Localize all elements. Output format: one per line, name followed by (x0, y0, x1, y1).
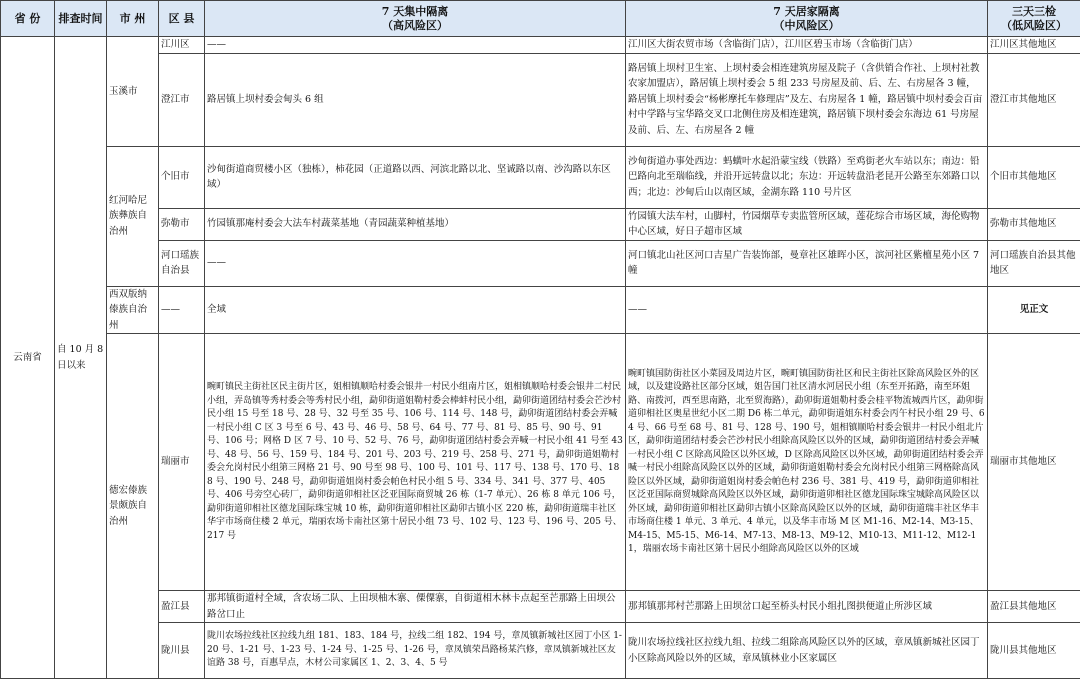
high-mile: 竹园镇那庵村委会大法车村蔬菜基地（青园蔬菜种植基地） (205, 208, 626, 240)
mid-longchuan: 陇川农场拉线社区拉线九组、拉线二组除高风险区以外的区域，章凤镇新城社区园丁小区除高风险以外的区域，章凤镇林业小区家属区 (626, 623, 988, 679)
county-gejiu: 个旧市 (159, 146, 205, 208)
low-ruili: 瑞丽市其他地区 (988, 334, 1080, 591)
province-cell: 云南省 (1, 37, 55, 679)
high-jiangchuan: —— (205, 37, 626, 54)
row-hekou (1, 240, 1080, 286)
low-mile: 弥勒市其他地区 (988, 208, 1080, 240)
mid-xishuangbanna: —— (626, 286, 988, 334)
header-province: 省 份 (1, 1, 55, 37)
county-yingjiang: 盈江县 (159, 591, 205, 623)
row-gejiu (1, 146, 1080, 208)
high-gejiu: 沙甸街道商贸楼小区（独栋），柿花园（正道路以西、河滨北路以北、坚诚路以南、沙沟路以东区域） (205, 146, 626, 208)
mid-gejiu: 沙甸街道办事处西边：蚂蟥叶水起沿蒙宝线（铁路）至鸡街老火车站以东；南边：铅巴路向北至瑞临线，并沿开远转盘以北；东边：开远转盘沿老昆开公路至东郊路口以西；北边：沙甸后山以南区域，金湖东路 110 号片区 (626, 146, 988, 208)
county-chengjiang: 澄江市 (159, 53, 205, 146)
header-mid-risk (626, 1, 988, 37)
mid-ruili: 畹町镇国防街社区小菜园及周边片区，畹町镇国防街社区和民主街社区除高风险区外的区域，以及建设路社区部分区域，姐告国门社区清水河居民小组（东至开拓路，南至环姐路、南拨河，西至思南路，北至贸海路），勐卯街道姐勒村委会桂平物流城西片区，勐卯街道卯相社区奥星世纪小区二期 D6 栋二单元，勐卯街道姐东村委会丙午村民小组 29 号、64 号、66 号至 68 号、81 号、128 号、190 号，姐相镇顺哈村委会银井一村民小组北片区，勐卯街道团结村委会芒沙村民小组除高风险区以外的区域，勐卯街道团结村委会弄喊一村民小组 C 区除高风险区以外区域，D 区除高风险区以外区域，勐卯街道团结村委会弄喊一村民小组除高风险区以外的区域，勐卯街道姐勒村委会允岗村民小组第三网格除高风险区以外区域，勐卯街道姐岗村委会帕色村 236 号、381 号、419 号，勐卯街道卯相社区泛亚国际商贸城除高风险区以外区域，勐卯街道卯相社区德龙国际珠宝城除高风险区以外区域，勐卯街道卯相社区勐卯古镇小区除高风险区以外的区域，勐卯街道瑞丰社区华丰市场商住楼 1 单元、3 单元、4 单元，以及华丰市场 M 区 M1-16、M2-14、M3-15、M4-15、M5-15、M6-14、M7-13、M8-13、M9-12、M10-13、M11-12、M12-11，瑞丽农场卡南社区第十居民小组除高风险区以外的区域 (626, 334, 988, 591)
row-ruili (1, 334, 1080, 591)
header-row (1, 1, 1080, 37)
county-mile: 弥勒市 (159, 208, 205, 240)
low-chengjiang: 澄江市其他地区 (988, 53, 1080, 146)
mid-hekou: 河口镇北山社区河口吉星广告装饰部，曼章社区雄晖小区，滨河社区紫檀星苑小区 7 幢 (626, 240, 988, 286)
county-jiangchuan: 江川区 (159, 37, 205, 54)
header-high-risk-line2: （高风险区） (207, 19, 623, 33)
header-high-risk (205, 1, 626, 37)
low-jiangchuan: 江川区其他地区 (988, 37, 1080, 54)
header-city: 市 州 (107, 1, 159, 37)
low-gejiu: 个旧市其他地区 (988, 146, 1080, 208)
row-chengjiang (1, 53, 1080, 146)
high-longchuan: 陇川农场拉线社区拉线九组 181、183、184 号，拉线二组 182、194 号，章凤镇新城社区园丁小区 1-20 号、1-21 号、1-23 号、1-24 号、1-25 号、1-26 号，章凤镇荣昌路杨某汽修，章凤镇新城社区友谊路 38 号，百惠早点，木材公司家属区 1、2、3、4、5 号 (205, 623, 626, 679)
county-longchuan: 陇川县 (159, 623, 205, 679)
low-yingjiang: 盈江县其他地区 (988, 591, 1080, 623)
header-time: 排查时间 (55, 1, 107, 37)
low-longchuan: 陇川县其他地区 (988, 623, 1080, 679)
header-low-risk-line1: 三天三检 (990, 5, 1078, 19)
mid-jiangchuan: 江川区大街农贸市场（含临街门店），江川区碧玉市场（含临街门店） (626, 37, 988, 54)
header-low-risk (988, 1, 1080, 37)
high-yingjiang: 那邦镇街道村全域，含农场二队、上田坝柚木寨、傈僳寨，自街道相木林卡点起至芒那路上田坝公路岔口止 (205, 591, 626, 623)
county-xishuangbanna: —— (159, 286, 205, 334)
mid-chengjiang: 路居镇上坝村卫生室、上坝村委会相连建筑房屋及院子（含供销合作社、上坝村社教农家加盟店），路居镇上坝村委会 5 组 233 号房屋及前、后、左、右房屋各 3 幢，路居镇上坝村委会“杨彬摩托车修理店”及左、右房屋各 1 幢，路居镇中坝村委会百亩村中学路与宝华路交叉口北侧住房及相连建筑，路居镇下坝村委会东海边 61 号房屋及前、后、左、右房屋各 2 幢 (626, 53, 988, 146)
row-xishuangbanna (1, 286, 1080, 334)
time-cell: 自 10 月 8 日以来 (55, 37, 107, 679)
header-county: 区 县 (159, 1, 205, 37)
high-chengjiang: 路居镇上坝村委会甸头 6 组 (205, 53, 626, 146)
city-yuxi: 玉溪市 (107, 37, 159, 147)
row-yingjiang (1, 591, 1080, 623)
high-ruili: 畹町镇民主街社区民主街片区，姐相镇顺哈村委会银井一村民小组南片区，姐相镇顺哈村委会银井二村民小组，弄岛镇等秀村委会等秀村民小组，勐卯街道姐勒村委会棒蚌村民小组，勐卯街道团结村委会芒沙村民小组 15 号至 18 号、28 号、32 号至 35 号、106 号、114 号、148 号，勐卯街道团结村委会弄喊一村民小组 C 区 3 号至 6 号、43 号、46 号、58 号、64 号、77 号、81 号、85 号、90 号、91 号、106 号；网格 D 区 7 号、10 号、52 号、76 号，勐卯街道团结村委会弄喊一村民小组 41 号至 43 号、48 号、56 号、159 号、184 号、201 号、203 号、219 号、258 号、271 号，勐卯街道姐勒村委会允岗村民小组第三网格 21 号、90 号至 98 号、100 号、101 号、117 号、138 号、170 号、188 号、190 号、248 号，勐卯街道姐岗村委会帕色村民小组 5 号、334 号、341 号、377 号、405 号、406 号旁空心砖厂，勐卯街道卯相社区泛亚国际商贸城 26 栋（1-7 单元）、26 栋 8 单元 106 号，勐卯街道卯相社区德龙国际珠宝城 10 栋，勐卯街道卯相社区勐卯古镇小区 220 栋，勐卯街道瑞丰社区华宇市场商住楼 2 单元，瑞丽农场卡南社区第十居民小组 73 号、102 号、123 号、196 号、205 号、217 号 (205, 334, 626, 591)
low-xishuangbanna: 见正文 (988, 286, 1080, 334)
city-dehong: 德宏傣族景颇族自治州 (107, 334, 159, 679)
header-mid-risk-line2: （中风险区） (628, 19, 985, 33)
high-xishuangbanna: 全域 (205, 286, 626, 334)
header-mid-risk-line1: 7 天居家隔离 (628, 5, 985, 19)
low-hekou: 河口瑶族自治县其他地区 (988, 240, 1080, 286)
header-high-risk-line1: 7 天集中隔离 (207, 5, 623, 19)
row-jiangchuan (1, 37, 1080, 54)
high-hekou: —— (205, 240, 626, 286)
row-mile (1, 208, 1080, 240)
county-hekou: 河口瑶族自治县 (159, 240, 205, 286)
row-longchuan (1, 623, 1080, 679)
header-low-risk-line2: （低风险区） (990, 19, 1078, 33)
city-xishuangbanna: 西双版纳傣族自治州 (107, 286, 159, 334)
county-ruili: 瑞丽市 (159, 334, 205, 591)
mid-mile: 竹园镇大法车村，山脚村，竹园烟草专卖监管所区域，莲花综合市场区域，海伦购物中心区域，好日子超市区域 (626, 208, 988, 240)
city-honghe: 红河哈尼族彝族自治州 (107, 146, 159, 286)
mid-yingjiang: 那邦镇那邦村芒那路上田坝岔口起至桥头村民小组扎图拱便道止所涉区域 (626, 591, 988, 623)
